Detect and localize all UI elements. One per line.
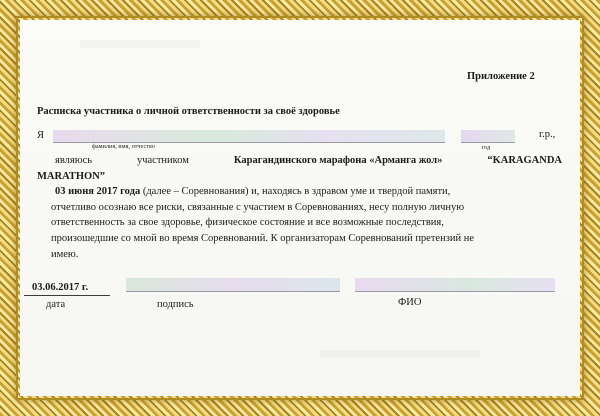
statement-line-7: имею. xyxy=(51,248,79,260)
document-heading: Расписка участника о личной ответственности за своё здоровье xyxy=(37,106,340,117)
marathon-english-name-end: MARATHON” xyxy=(37,170,106,182)
birth-year-caption: год xyxy=(482,145,491,151)
full-name-caption: фамилия, имя, отчество xyxy=(92,144,155,150)
statement-line-1 xyxy=(37,153,562,169)
signature-date: 03.06.2017 г. xyxy=(32,282,89,293)
printed-name-caption: ФИО xyxy=(398,297,422,308)
birth-year-suffix: г.р., xyxy=(539,129,556,140)
statement-line-4: отчетливо осознаю все риски, связанные с участием в Соревнованиях, несу полную личную xyxy=(51,201,465,213)
statement-word: являюсь xyxy=(55,155,93,166)
statement-line-5: ответственность за свое здоровье, физическое состояние и все возможные последствия, xyxy=(51,217,444,229)
statement-line-3 xyxy=(37,184,562,200)
event-date: 03 июня 2017 года xyxy=(55,186,141,198)
bleed-through-mark xyxy=(320,350,480,358)
appendix-label: Приложение 2 xyxy=(467,71,535,82)
birth-year-field xyxy=(461,130,515,143)
receipt-document xyxy=(20,20,580,396)
date-caption: дата xyxy=(46,299,66,310)
statement-paragraph xyxy=(37,153,562,262)
signature-caption: подпись xyxy=(157,299,194,310)
date-underline xyxy=(24,295,110,296)
marathon-english-name: “KARAGANDA xyxy=(487,155,562,166)
marathon-name: Карагандинского марафона «Арманга жол» xyxy=(233,155,443,166)
pronoun-label: Я xyxy=(37,130,45,141)
statement-text: (далее – Соревнования) и, находясь в здравом уме и твердой памяти, xyxy=(142,186,451,198)
signature-field xyxy=(126,278,340,292)
statement-word: участником xyxy=(136,155,189,166)
full-name-field xyxy=(53,130,445,143)
printed-name-field xyxy=(355,278,555,292)
statement-line-2 xyxy=(37,169,562,185)
bleed-through-mark xyxy=(80,40,200,48)
statement-line-6: произошедшие со мной во время Соревнований. К организаторам Соревнований претензий не xyxy=(51,232,475,244)
